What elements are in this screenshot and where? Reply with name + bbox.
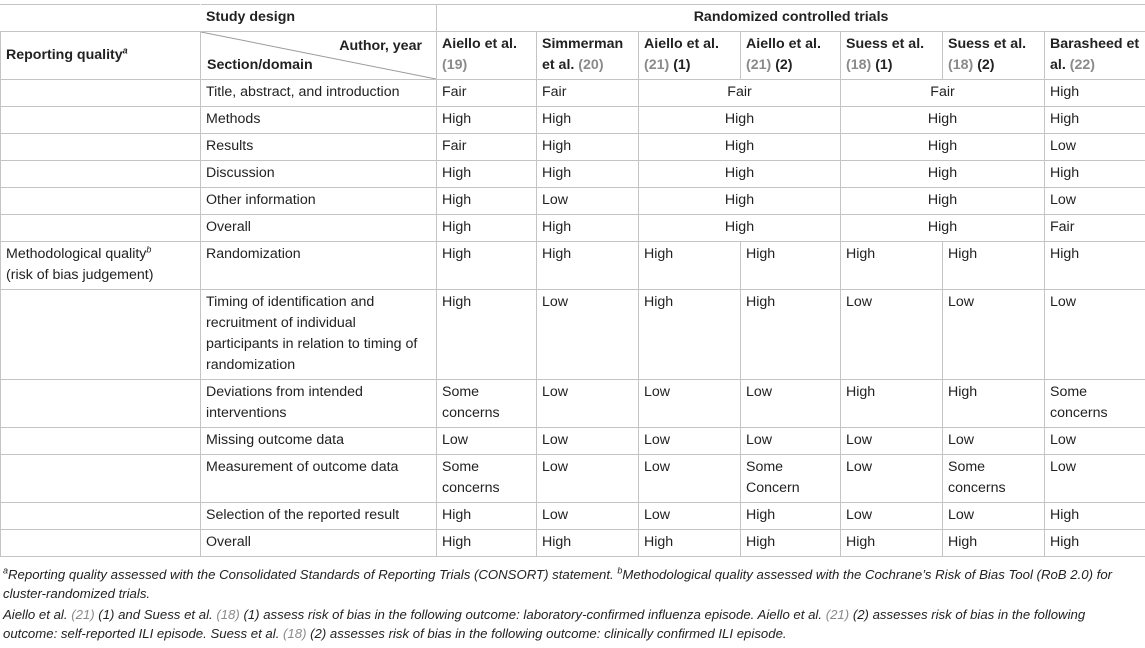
reporting-quality-header bbox=[1, 32, 201, 80]
footnote-ref: (21) bbox=[825, 607, 850, 622]
methodological-sublabel: (risk of bias judgement) bbox=[6, 267, 154, 283]
rating-cell: Low bbox=[943, 290, 1045, 380]
group-cell bbox=[1, 161, 201, 188]
study-name: Aiello et al. bbox=[746, 36, 821, 52]
domain-cell: Overall bbox=[201, 530, 437, 557]
rating-cell: High bbox=[537, 134, 639, 161]
rating-cell: Low bbox=[537, 428, 639, 455]
rating-cell: High bbox=[639, 134, 841, 161]
rating-cell: Fair bbox=[639, 80, 841, 107]
group-cell bbox=[1, 503, 201, 530]
rating-cell: Low bbox=[537, 188, 639, 215]
rating-cell: High bbox=[537, 161, 639, 188]
header-row-2 bbox=[1, 32, 1145, 80]
domain-cell: Deviations from intended interventions bbox=[201, 380, 437, 428]
study-header-suess-18-2: Suess et al. (18) (2) bbox=[943, 32, 1045, 80]
domain-cell: Title, abstract, and introduction bbox=[201, 80, 437, 107]
rating-cell: High bbox=[1045, 530, 1145, 557]
footnote-b-text: Methodological quality assessed with the Cochrane’s Risk of Bias Tool (RoB 2.0) for cluster-randomized trials. bbox=[3, 567, 1113, 601]
study-name: Simmerman et al. bbox=[542, 36, 624, 73]
rating-cell: Fair bbox=[437, 80, 537, 107]
group-cell bbox=[1, 80, 201, 107]
rating-cell: High bbox=[1045, 242, 1145, 290]
rating-cell: Low bbox=[537, 455, 639, 503]
rating-cell: High bbox=[1045, 161, 1145, 188]
rating-cell: High bbox=[841, 215, 1045, 242]
rating-cell: Fair bbox=[841, 80, 1045, 107]
rating-cell: Low bbox=[537, 503, 639, 530]
rating-cell: Low bbox=[1045, 290, 1145, 380]
rating-cell: Fair bbox=[537, 80, 639, 107]
group-cell bbox=[1, 380, 201, 428]
rating-cell: High bbox=[639, 188, 841, 215]
rating-cell: Some concerns bbox=[437, 455, 537, 503]
footnote-a-mark: a bbox=[3, 565, 9, 576]
methodological-quality-label bbox=[1, 242, 201, 290]
domain-cell: Overall bbox=[201, 215, 437, 242]
table-row bbox=[1, 503, 1145, 530]
rating-cell: Low bbox=[537, 380, 639, 428]
footnote-ab bbox=[3, 566, 1143, 603]
footnote-a-text: Reporting quality assessed with the Consolidated Standards of Reporting Trials (CONSORT) statement. bbox=[8, 567, 618, 582]
study-header-aiello-21-1: Aiello et al. (21) (1) bbox=[639, 32, 741, 80]
study-ref: 20 bbox=[583, 57, 599, 73]
group-cell bbox=[1, 455, 201, 503]
rating-cell: High bbox=[1045, 80, 1145, 107]
footnote-text: (1) and Suess et al. bbox=[94, 607, 217, 622]
domain-cell: Other information bbox=[201, 188, 437, 215]
domain-cell: Missing outcome data bbox=[201, 428, 437, 455]
rating-cell: High bbox=[841, 380, 943, 428]
footnote-ref: (21) bbox=[71, 607, 95, 622]
study-name: Suess et al. bbox=[948, 36, 1027, 52]
rating-cell: Low bbox=[943, 503, 1045, 530]
table-row bbox=[1, 107, 1145, 134]
rating-cell: Low bbox=[639, 455, 741, 503]
section-domain-label: Section/domain bbox=[207, 57, 313, 73]
rating-cell: High bbox=[437, 242, 537, 290]
blank-header-cell bbox=[1, 5, 201, 32]
rating-cell: High bbox=[639, 215, 841, 242]
rating-cell: Low bbox=[741, 380, 841, 428]
rating-cell: Low bbox=[1045, 188, 1145, 215]
domain-cell: Randomization bbox=[201, 242, 437, 290]
study-ref: 18 bbox=[850, 57, 867, 73]
domain-cell: Discussion bbox=[201, 161, 437, 188]
rct-label: Randomized controlled trials bbox=[693, 9, 889, 25]
rating-cell: High bbox=[639, 161, 841, 188]
footnote-text: (1) assess risk of bias in the following outcome: laboratory-confirmed influenza episode. Aiello et al. bbox=[239, 607, 826, 622]
rating-cell: Low bbox=[741, 428, 841, 455]
rating-cell: High bbox=[437, 503, 537, 530]
rating-cell: Fair bbox=[1045, 215, 1145, 242]
study-name: Aiello et al. bbox=[442, 36, 517, 52]
rating-cell: High bbox=[943, 242, 1045, 290]
rating-cell: High bbox=[841, 161, 1045, 188]
group-cell bbox=[1, 188, 201, 215]
footnote-ref: (18) bbox=[283, 625, 307, 641]
rct-header bbox=[437, 5, 1145, 32]
rating-cell: High bbox=[537, 530, 639, 557]
group-cell bbox=[1, 215, 201, 242]
study-suffix: (2) bbox=[973, 57, 995, 73]
rating-cell: High bbox=[437, 215, 537, 242]
study-design-label: Study design bbox=[206, 9, 296, 25]
rating-cell: High bbox=[639, 290, 741, 380]
table-row bbox=[1, 188, 1145, 215]
rating-cell: High bbox=[437, 107, 537, 134]
rating-cell: Fair bbox=[437, 134, 537, 161]
table-row bbox=[1, 80, 1145, 107]
rating-cell: High bbox=[943, 530, 1045, 557]
domain-cell: Results bbox=[201, 134, 437, 161]
footnote-ref: (18) bbox=[216, 607, 240, 622]
rating-cell: Low bbox=[1045, 134, 1145, 161]
rating-cell: High bbox=[841, 530, 943, 557]
footnote-b-mark: b bbox=[617, 565, 623, 576]
rating-cell: Some concerns bbox=[437, 380, 537, 428]
rating-cell: Low bbox=[841, 455, 943, 503]
study-ref: 21 bbox=[750, 57, 767, 73]
rating-cell: High bbox=[741, 290, 841, 380]
table-row bbox=[1, 428, 1145, 455]
rating-cell: Low bbox=[639, 380, 741, 428]
study-design-header bbox=[201, 5, 437, 32]
rating-cell: Low bbox=[841, 290, 943, 380]
table-row bbox=[1, 215, 1145, 242]
reporting-quality-label: Reporting quality bbox=[6, 46, 123, 63]
domain-cell: Measurement of outcome data bbox=[201, 455, 437, 503]
table-row bbox=[1, 242, 1145, 290]
domain-cell: Timing of identification and recruitment of individual participants in relation to timing of randomization bbox=[201, 290, 437, 380]
study-name: Barasheed et al. bbox=[1050, 36, 1140, 73]
study-ref: 18 bbox=[952, 57, 969, 73]
study-header-suess-18-1: Suess et al. (18) (1) bbox=[841, 32, 943, 80]
corner-header-cell bbox=[201, 32, 437, 80]
domain-cell: Selection of the reported result bbox=[201, 503, 437, 530]
rating-cell: High bbox=[437, 290, 537, 380]
study-ref: 21 bbox=[648, 57, 665, 73]
methodological-sup: b bbox=[146, 244, 152, 255]
study-header-aiello-21-2: Aiello et al. (21) (2) bbox=[741, 32, 841, 80]
footnote-text: (2) assesses risk of bias in the following outcome: clinically confirmed ILI episode. bbox=[306, 625, 787, 641]
rating-cell: Low bbox=[537, 290, 639, 380]
rating-cell: High bbox=[841, 242, 943, 290]
rating-cell: High bbox=[537, 107, 639, 134]
rating-cell: Low bbox=[1045, 455, 1145, 503]
rating-cell: Some concerns bbox=[943, 455, 1045, 503]
rating-cell: Low bbox=[1045, 428, 1145, 455]
footnote-outcomes bbox=[3, 606, 1143, 643]
rating-cell: High bbox=[437, 188, 537, 215]
rating-cell: Some concerns bbox=[1045, 380, 1145, 428]
group-cell bbox=[1, 290, 201, 380]
rating-cell: Some Concern bbox=[741, 455, 841, 503]
rating-cell: High bbox=[437, 161, 537, 188]
rating-cell: High bbox=[537, 215, 639, 242]
rating-cell: High bbox=[741, 242, 841, 290]
study-header-aiello-19: Aiello et al. (19) bbox=[437, 32, 537, 80]
rating-cell: High bbox=[437, 530, 537, 557]
study-name: Aiello et al. bbox=[644, 36, 719, 52]
rating-cell: High bbox=[537, 242, 639, 290]
rating-cell: High bbox=[741, 503, 841, 530]
rating-cell: Low bbox=[943, 428, 1045, 455]
table-row bbox=[1, 530, 1145, 557]
rating-cell: High bbox=[1045, 107, 1145, 134]
table-row bbox=[1, 380, 1145, 428]
study-name: Suess et al. bbox=[846, 36, 925, 52]
rating-cell: Low bbox=[841, 428, 943, 455]
rating-cell: High bbox=[639, 107, 841, 134]
rating-cell: High bbox=[639, 242, 741, 290]
methodological-label: Methodological quality bbox=[6, 246, 147, 262]
group-cell bbox=[1, 428, 201, 455]
rating-cell: High bbox=[841, 134, 1045, 161]
rating-cell: Low bbox=[841, 503, 943, 530]
study-ref: 19 bbox=[446, 57, 463, 73]
group-cell bbox=[1, 134, 201, 161]
rating-cell: Low bbox=[437, 428, 537, 455]
rating-cell: High bbox=[841, 107, 1045, 134]
rating-cell: Low bbox=[639, 503, 741, 530]
table-row bbox=[1, 455, 1145, 503]
rating-cell: High bbox=[741, 530, 841, 557]
header-row-1 bbox=[1, 5, 1145, 32]
group-cell bbox=[1, 530, 201, 557]
rating-cell: Low bbox=[639, 428, 741, 455]
study-suffix: (2) bbox=[771, 57, 793, 73]
reporting-quality-sup: a bbox=[122, 44, 128, 55]
study-suffix: (1) bbox=[669, 57, 691, 73]
author-year-label: Author, year bbox=[339, 38, 422, 54]
rating-cell: High bbox=[639, 530, 741, 557]
quality-assessment-table bbox=[0, 4, 1145, 557]
domain-cell: Methods bbox=[201, 107, 437, 134]
rating-cell: High bbox=[943, 380, 1045, 428]
table-row bbox=[1, 134, 1145, 161]
study-suffix: (1) bbox=[871, 57, 893, 73]
rating-cell: High bbox=[1045, 503, 1145, 530]
table-row bbox=[1, 161, 1145, 188]
study-header-barasheed-22: Barasheed et al. (22) bbox=[1045, 32, 1145, 80]
footnote-text: (2) assesses risk of bias in the following outcome: self-reported ILI episode. Suess et al. bbox=[3, 607, 1086, 641]
group-cell bbox=[1, 107, 201, 134]
rating-cell: High bbox=[841, 188, 1045, 215]
study-ref: 22 bbox=[1074, 57, 1091, 73]
table-row bbox=[1, 290, 1145, 380]
footnote-text: Aiello et al. bbox=[3, 607, 72, 622]
study-header-simmerman-20: Simmerman et al. (20) bbox=[537, 32, 639, 80]
